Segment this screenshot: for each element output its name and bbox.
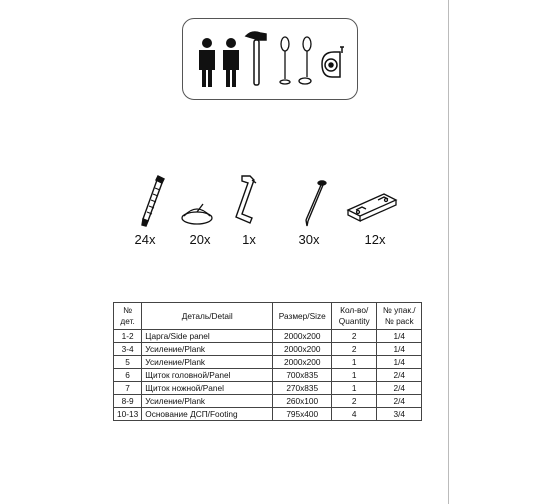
tape-measure-icon (322, 47, 344, 77)
screwdriver-icon (280, 37, 290, 84)
cell-pack: 2/4 (377, 382, 422, 395)
cell-size: 2000x200 (273, 356, 332, 369)
cell-detail: Основание ДСП/Footing (142, 408, 273, 421)
col-header-pack: № упак./ № pack (377, 303, 422, 330)
table-header-row (114, 303, 422, 330)
col-header-detail: Деталь/Detail (142, 303, 273, 330)
cell-detail: Царга/Side panel (142, 330, 273, 343)
col-header-qty: Кол-во/ Quantity (332, 303, 377, 330)
cell-num: 10-13 (114, 408, 142, 421)
cell-pack: 2/4 (377, 395, 422, 408)
cell-size: 795x400 (273, 408, 332, 421)
hardware-qty: 1x (242, 232, 256, 247)
person-icon (199, 38, 215, 87)
cell-detail: Усиление/Plank (142, 395, 273, 408)
cell-num: 1-2 (114, 330, 142, 343)
table-row (114, 330, 422, 343)
cell-detail: Щиток ножной/Panel (142, 382, 273, 395)
hardware-qty: 24x (134, 232, 156, 247)
cell-pack: 3/4 (377, 408, 422, 421)
cell-pack: 1/4 (377, 343, 422, 356)
hammer-icon (246, 32, 266, 85)
cell-qty: 1 (332, 382, 377, 395)
cell-qty: 2 (332, 330, 377, 343)
col-header-num: № дет. (114, 303, 142, 330)
cell-num: 7 (114, 382, 142, 395)
cell-pack: 1/4 (377, 330, 422, 343)
cell-num: 8-9 (114, 395, 142, 408)
hardware-qty: 20x (189, 232, 211, 247)
cell-num: 5 (114, 356, 142, 369)
page-divider (448, 0, 449, 504)
cell-size: 2000x200 (273, 343, 332, 356)
cell-size: 270x835 (273, 382, 332, 395)
screwdriver-icon (299, 37, 311, 84)
hardware-qty: 30x (298, 232, 320, 247)
hardware-qty: 12x (364, 232, 386, 247)
cell-size: 700x835 (273, 369, 332, 382)
table-row (114, 382, 422, 395)
cell-pack: 1/4 (377, 356, 422, 369)
cell-detail: Усиление/Plank (142, 343, 273, 356)
cell-qty: 2 (332, 395, 377, 408)
tools-required-box (182, 18, 358, 100)
cell-qty: 2 (332, 343, 377, 356)
cell-size: 2000x200 (273, 330, 332, 343)
cell-qty: 1 (332, 369, 377, 382)
cell-size: 260x100 (273, 395, 332, 408)
cell-qty: 4 (332, 408, 377, 421)
cell-qty: 1 (332, 356, 377, 369)
parts-table (113, 302, 422, 421)
table-row (114, 343, 422, 356)
col-header-size: Размер/Size (273, 303, 332, 330)
table-row (114, 395, 422, 408)
cell-detail: Щиток головной/Panel (142, 369, 273, 382)
cell-pack: 2/4 (377, 369, 422, 382)
cell-detail: Усиление/Plank (142, 356, 273, 369)
table-row (114, 369, 422, 382)
cell-num: 6 (114, 369, 142, 382)
table-row (114, 356, 422, 369)
table-row (114, 408, 422, 421)
cell-num: 3-4 (114, 343, 142, 356)
person-icon (223, 38, 239, 87)
